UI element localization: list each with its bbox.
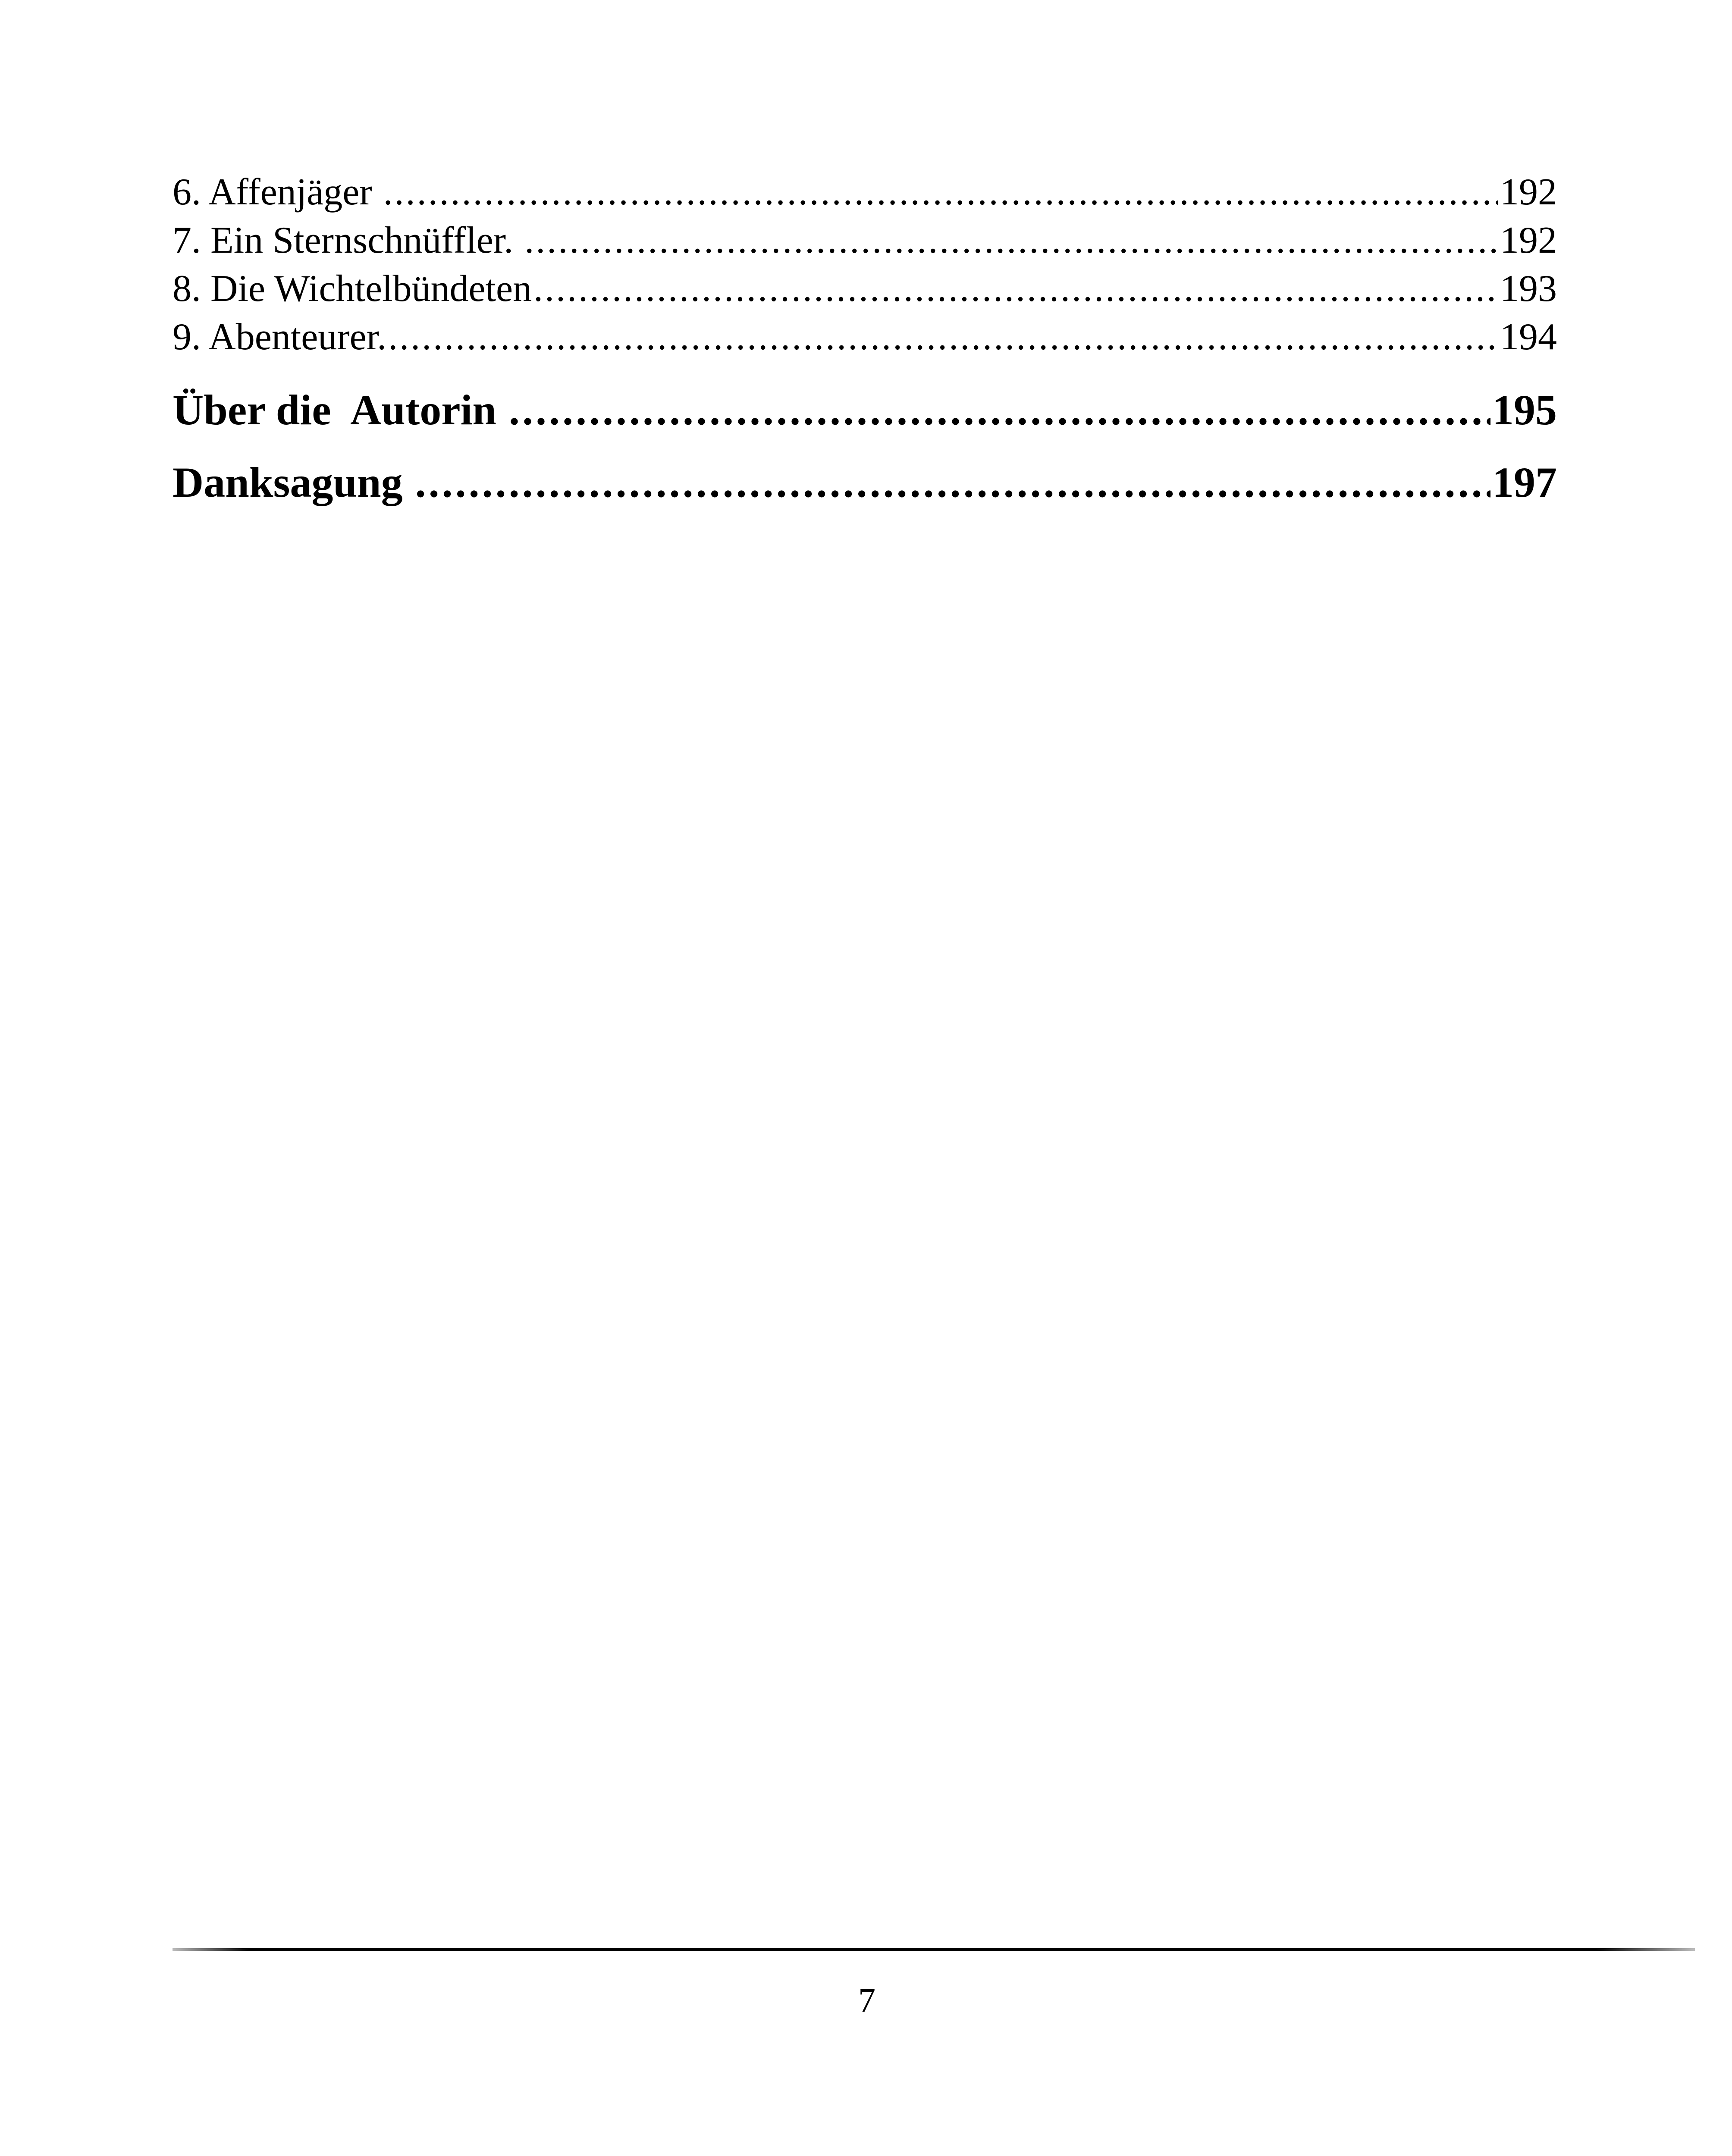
toc-entry-page: 197 xyxy=(1492,458,1557,506)
toc-entry-page: 194 xyxy=(1500,316,1557,358)
toc-entry-sternschnueffler xyxy=(173,216,1557,265)
page-number: 7 xyxy=(858,1982,875,2020)
toc-entry-title: 6. Affenjäger xyxy=(173,171,382,213)
toc-dot-leader xyxy=(388,313,1498,361)
toc-dot-leader xyxy=(524,216,1498,265)
toc-entry-page: 192 xyxy=(1500,171,1557,213)
toc-entry-page: 195 xyxy=(1492,386,1557,434)
toc-dot-leader xyxy=(509,382,1490,438)
toc-dot-leader xyxy=(533,265,1498,313)
toc-entry-title: Danksagung xyxy=(173,458,414,506)
toc-entry-danksagung xyxy=(173,454,1557,511)
footer-divider xyxy=(173,1948,1695,1951)
toc-entry-title: 9. Abenteurer. xyxy=(173,316,387,358)
toc-dot-leader xyxy=(415,454,1490,511)
toc-entry-abenteurer xyxy=(173,313,1557,361)
toc-entry-page: 192 xyxy=(1500,219,1557,261)
toc-entry-title: 7. Ein Sternschnüffler. xyxy=(173,219,523,261)
toc-entry-affenjaeger xyxy=(173,168,1557,216)
toc-entry-wichtelbuendeten xyxy=(173,265,1557,313)
toc-entry-title: 8. Die Wichtelbündeten xyxy=(173,268,532,310)
toc-entry-page: 193 xyxy=(1500,268,1557,310)
toc-entry-ueber-die-autorin xyxy=(173,382,1557,438)
table-of-contents xyxy=(173,168,1557,511)
toc-dot-leader xyxy=(383,168,1498,216)
toc-entry-title: Über die Autorin xyxy=(173,386,507,434)
